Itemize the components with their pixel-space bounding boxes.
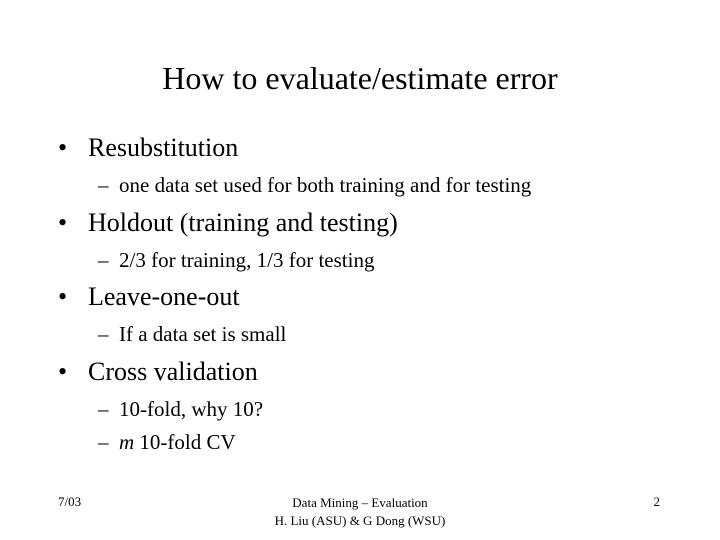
- sub-item: [98, 172, 531, 198]
- dash-icon: –: [98, 397, 109, 421]
- bullet-icon: •: [58, 357, 68, 386]
- bullet-label: Holdout (training and testing): [88, 208, 398, 237]
- slide-title: How to evaluate/estimate error: [162, 60, 558, 96]
- dash-icon: –: [98, 322, 109, 346]
- italic-variable: m: [119, 430, 135, 454]
- footer-center: [210, 494, 510, 530]
- bullet-icon: •: [58, 282, 68, 311]
- bullet-resubstitution: [58, 132, 238, 164]
- sub-item: [98, 429, 236, 455]
- bullet-icon: •: [58, 208, 68, 237]
- sub-item-text: 10-fold CV: [134, 430, 236, 454]
- sub-item: [98, 396, 263, 422]
- sub-item-text: 10-fold, why 10?: [119, 397, 264, 421]
- footer-date: 7/03: [58, 494, 82, 509]
- bullet-label: Leave-one-out: [88, 282, 240, 311]
- bullet-holdout: [58, 207, 398, 239]
- sub-item-text: 2/3 for training, 1/3 for testing: [119, 248, 375, 272]
- page-number: 2: [653, 494, 660, 509]
- bullet-icon: •: [58, 133, 68, 162]
- bullet-label: Resubstitution: [88, 133, 239, 162]
- footer-course-title: Data Mining – Evaluation: [292, 495, 428, 510]
- dash-icon: –: [98, 248, 109, 272]
- dash-icon: –: [98, 430, 109, 454]
- bullet-leave-one-out: [58, 281, 240, 313]
- sub-item-text: If a data set is small: [119, 322, 287, 346]
- bullet-label: Cross validation: [88, 357, 258, 386]
- footer-authors: H. Liu (ASU) & G Dong (WSU): [274, 513, 446, 528]
- sub-item-text: one data set used for both training and for testing: [119, 173, 532, 197]
- sub-item: [98, 321, 286, 347]
- bullet-cross-validation: [58, 356, 258, 388]
- dash-icon: –: [98, 173, 109, 197]
- sub-item: [98, 247, 374, 273]
